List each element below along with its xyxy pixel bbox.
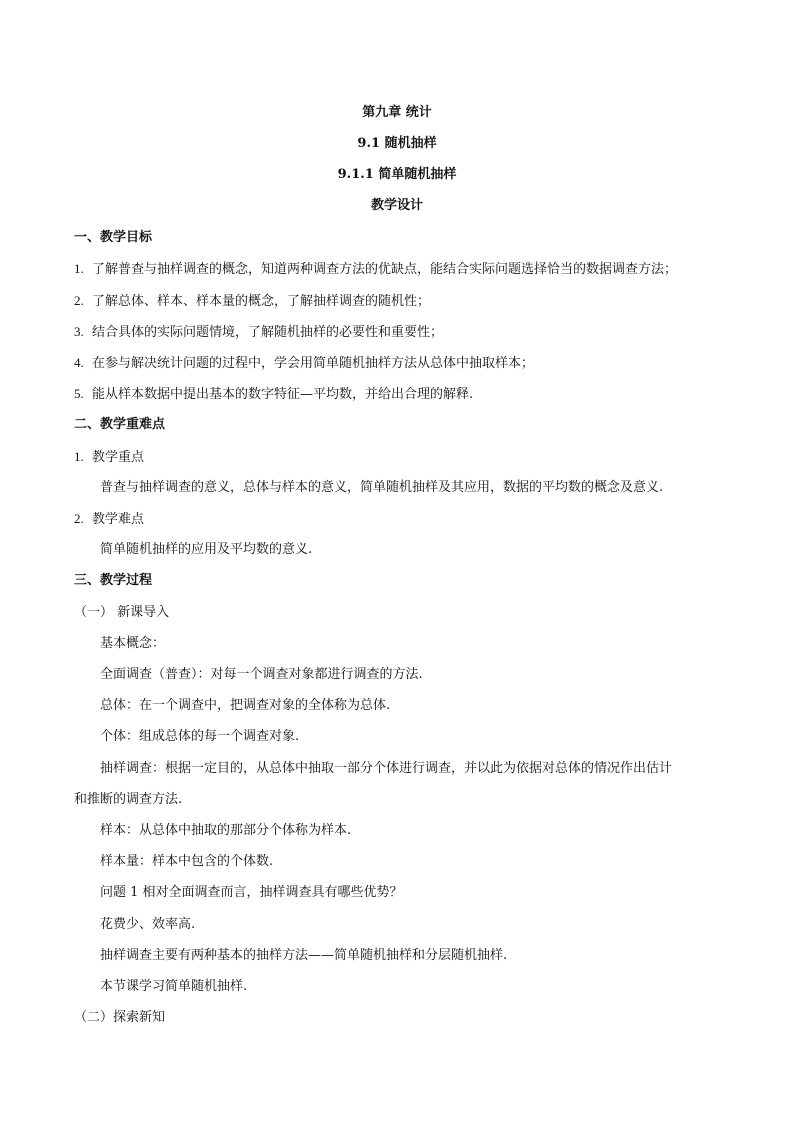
difficulty-label: 教学难点 [92, 512, 145, 527]
sample-size-definition: 样本量：样本中包含的个体数. [100, 854, 274, 869]
individual-definition: 个体：组成总体的每一个调查对象. [100, 729, 300, 744]
objective-item [74, 355, 534, 372]
objective-item [74, 261, 677, 278]
objective-number: 2. [74, 293, 84, 308]
objective-item [74, 324, 443, 341]
section-title: 9.1 随机抽样 [357, 136, 437, 151]
objective-item [74, 386, 473, 403]
difficulty-label-line [74, 511, 144, 528]
objective-text: 能从样本数据中提出基本的数字特征—平均数，并给出合理的解释. [92, 387, 474, 402]
focus-label: 教学重点 [92, 450, 145, 465]
objective-number: 4. [74, 355, 84, 370]
objective-item [74, 293, 430, 310]
part2-heading: （二）探索新知 [74, 1010, 166, 1025]
objective-number: 1. [74, 261, 84, 276]
sampling-methods: 抽样调查主要有两种基本的抽样方法——简单随机抽样和分层随机抽样. [100, 948, 508, 963]
objectives-heading: 一、教学目标 [74, 230, 153, 245]
sample-definition: 样本：从总体中抽取的那部分个体称为样本. [100, 823, 352, 838]
subsection-title: 9.1.1 简单随机抽样 [337, 167, 457, 182]
focus-label-line [74, 449, 144, 466]
chapter-title: 第九章 统计 [362, 105, 432, 120]
answer-1: 花费少、效率高. [100, 917, 196, 932]
focus-number: 1. [74, 449, 84, 464]
objective-number: 5. [74, 386, 84, 401]
objective-text: 在参与解决统计问题的过程中，学会用简单随机抽样方法从总体中抽取样本； [92, 356, 535, 371]
basic-concepts: 基本概念： [100, 636, 166, 651]
sampling-definition-line1: 抽样调查：根据一定目的，从总体中抽取一部分个体进行调查，并以此为依据对总体的情况作出估计 [100, 761, 673, 776]
objective-text: 了解普查与抽样调查的概念，知道两种调查方法的优缺点，能结合实际问题选择恰当的数据调查方法； [92, 262, 678, 277]
process-heading: 三、教学过程 [74, 573, 153, 588]
census-definition: 全面调查（普查）：对每一个调查对象都进行调查的方法. [100, 667, 423, 682]
focus-text: 普查与抽样调查的意义，总体与样本的意义，简单随机抽样及其应用，数据的平均数的概念及意义. [100, 480, 664, 495]
part1-heading: （一） 新课导入 [74, 605, 170, 620]
objective-number: 3. [74, 324, 84, 339]
population-definition: 总体：在一个调查中，把调查对象的全体称为总体. [100, 698, 391, 713]
objective-text: 了解总体、样本、样本量的概念，了解抽样调查的随机性； [92, 294, 431, 309]
sampling-definition-line2: 和推断的调查方法. [74, 792, 183, 807]
difficulty-text: 简单随机抽样的应用及平均数的意义. [100, 542, 313, 557]
this-lesson: 本节课学习简单随机抽样. [100, 979, 248, 994]
objective-text: 结合具体的实际问题情境，了解随机抽样的必要性和重要性； [92, 325, 444, 340]
question-1: 问题 1 相对全面调查而言，抽样调查具有哪些优势？ [100, 885, 403, 900]
design-title: 教学设计 [370, 198, 423, 213]
difficulty-number: 2. [74, 511, 84, 526]
keypoints-heading: 二、教学重难点 [74, 417, 166, 432]
